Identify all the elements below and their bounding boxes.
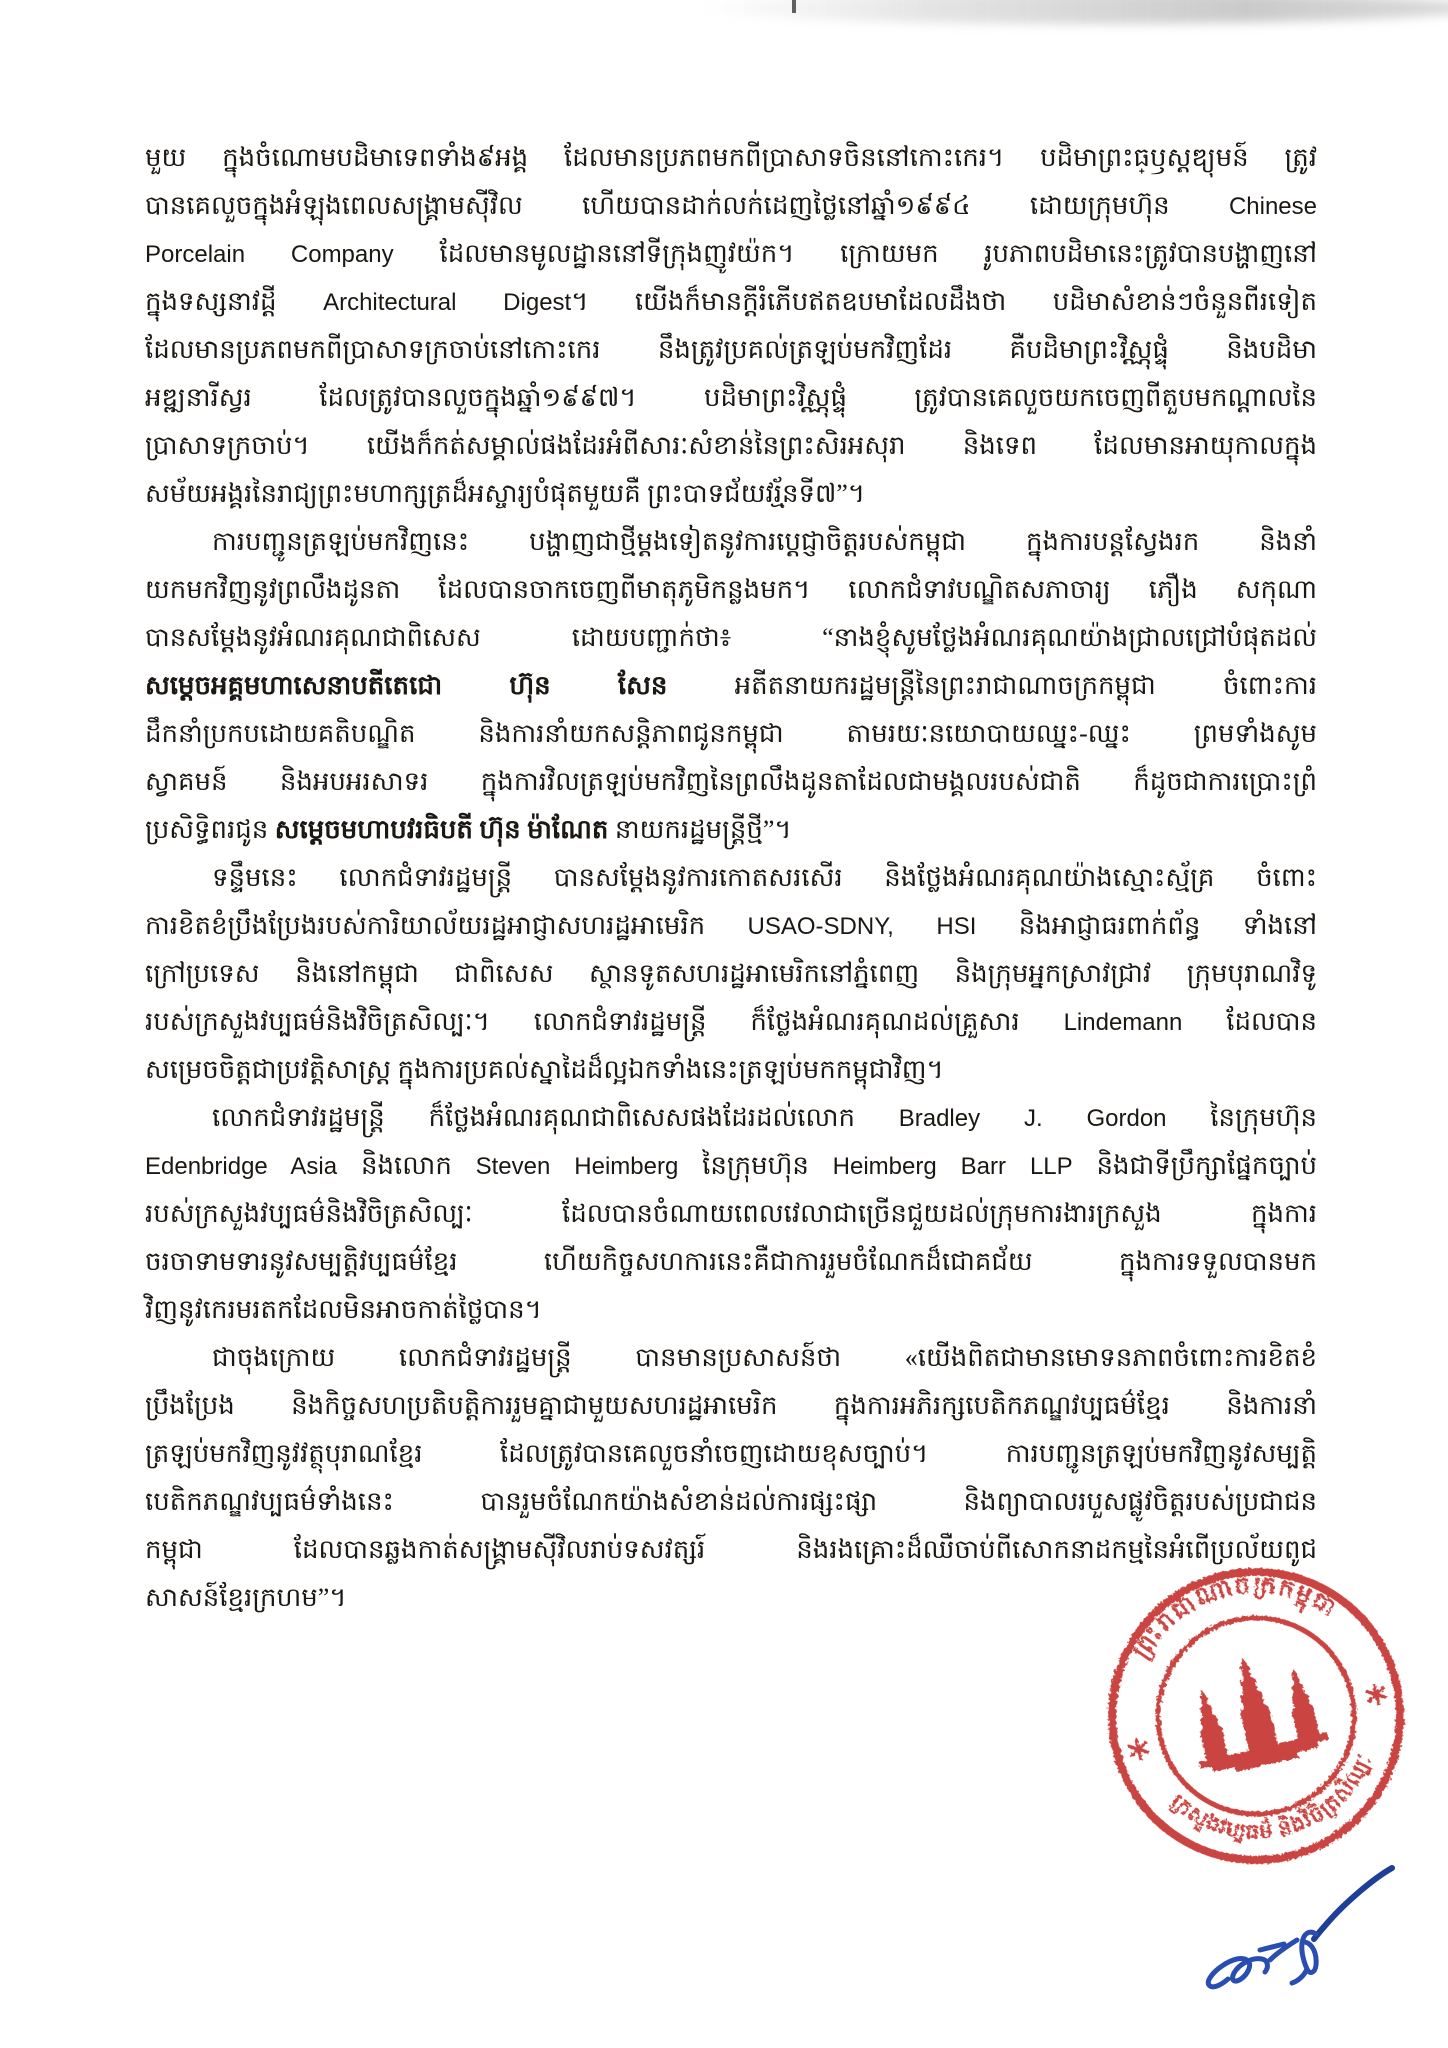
khmer-text-segment: នៃក្រុមហ៊ុន [1166,1103,1317,1132]
latin-text-segment: Bradley J. Gordon [898,1105,1167,1132]
text-line [145,902,1317,950]
khmer-text-segment: ត្រឡប់មកវិញនូវវត្ថុបុរាណខ្មែរ ដែលត្រូវបានគេលួចនាំចេញដោយខុសច្បាប់។ ការបញ្ជូនត្រឡប់មកវិញនូវសម្បត្តិ [145,1439,1317,1468]
khmer-text-segment: ។ យើងក៏មានក្ដីរំភើបឥតឧបមាដែលដឹងថា បដិមាសំខាន់ៗចំនួនពីរទៀត [571,287,1317,316]
text-line [145,1238,1317,1286]
latin-text-segment: Architectural Digest [323,289,572,316]
angkor-wat-emblem [1178,1643,1331,1780]
text-line [145,1430,1317,1478]
khmer-text-segment: មួយ ក្នុងចំណោមបដិមាទេពទាំង៩អង្គ ដែលមានប្រភពមកពីប្រាសាទចិននៅកោះកេរ។ បដិមាព្រះធ្ឫស្តឌ្យុមន៍ ត្រូវ [145,143,1317,172]
khmer-text-segment: ការខិតខំប្រឹងប្រែងរបស់ការិយាល័យរដ្ឋអាជ្ញាសហរដ្ឋអាមេរិក [145,911,748,940]
seal-bottom-text: ក្រសួងវប្បធម៌ និងវិចិត្រសិល្បៈ [1166,1748,1377,1844]
text-line [145,470,1317,518]
khmer-text-segment: បេតិកភណ្ឌវប្បធម៌ទាំងនេះ បានរួមចំណែកយ៉ាងសំខាន់ដល់ការផ្សះផ្សា និងព្យាបាលរបួសផ្លូវចិត្តរបស់ប្រជាជន [145,1487,1317,1516]
khmer-text-segment: ជាចុងក្រោយ លោកជំទាវរដ្ឋមន្ត្រី បានមានប្រសាសន៍ថា «យើងពិតជាមានមោទនភាពចំពោះការខិតខំ [212,1343,1317,1372]
seal-top-text: ព្រះរាជាណាចក្រកម្ពុជា [1128,1572,1342,1664]
text-line [145,662,1317,710]
latin-text-segment: USAO-SDNY, HSI [747,913,977,940]
khmer-text-segment: បានសម្ដែងនូវអំណរគុណជាពិសេស ដោយបញ្ជាក់ថា៖ “នាងខ្ញុំសូមថ្លែងអំណរគុណយ៉ាងជ្រាលជ្រៅបំផុតដល់ [145,623,1317,652]
khmer-text-segment: ការបញ្ជូនត្រឡប់មកវិញនេះ បង្ហាញជាថ្មីម្ដងទៀតនូវការប្ដេជ្ញាចិត្តរបស់កម្ពុជា ក្នុងការបន្តស្វែងរក និងនាំ [212,527,1317,556]
text-line [145,614,1317,662]
khmer-text-segment: សាសន៍ខ្មែរក្រហម”។ [145,1583,347,1612]
text-line [145,998,1317,1046]
text-line [145,1094,1317,1142]
seal-star-right [1364,1682,1388,1708]
khmer-text-segment: ចរចាទាមទារនូវសម្បត្តិវប្បធម៌ខ្មែរ ហើយកិច្ចសហការនេះគឺជាការរួមចំណែកដ៏ជោគជ័យ ក្នុងការទទួលបានមក [145,1247,1317,1276]
text-line [145,1286,1317,1334]
text-line [145,1046,1317,1094]
text-line [145,326,1317,374]
scan-artifact-smudge [700,0,1448,24]
khmer-text-segment: ដែលបាន [1182,1007,1317,1036]
khmer-text-segment: បានគេលួចក្នុងអំឡុងពេលសង្គ្រាមស៊ីវិល ហើយបានដាក់លក់ដេញថ្លៃនៅឆ្នាំ១៩៩៤ ដោយក្រុមហ៊ុន [145,191,1229,220]
bold-khmer-segment: សម្ដេចមហាបវរធិបតី ហ៊ុន ម៉ាណែត [274,815,609,844]
text-line [145,1382,1317,1430]
khmer-text-segment: ដែលមានមូលដ្ឋាននៅទីក្រុងញូវយ៉ក។ ក្រោយមក រូបភាពបដិមានេះត្រូវបានបង្ហាញនៅ [439,239,1317,268]
latin-text-segment: Chinese [1228,193,1317,220]
latin-text-segment: Heimberg Barr LLP [832,1153,1073,1180]
text-line [145,230,1317,278]
signature-stroke-scribble [1208,1940,1297,1987]
text-line [145,1334,1317,1382]
khmer-text-segment: យកមកវិញនូវព្រលឹងដូនតា ដែលបានចាកចេញពីមាតុភូមិកន្លងមក។ លោកជំទាវបណ្ឌិតសភាចារ្យ ភឿង សកុណា [145,575,1317,604]
text-line [145,1142,1317,1190]
text-line [145,1526,1317,1574]
khmer-text-segment: លោកជំទាវរដ្ឋមន្ត្រី ក៏ថ្លែងអំណរគុណជាពិសេសផងដែរដល់លោក [212,1103,899,1132]
text-line [145,806,1317,854]
text-line [145,374,1317,422]
bold-khmer-segment: សម្ដេចអគ្គមហាសេនាបតីតេជោ ហ៊ុន សែន [145,671,735,700]
text-line [145,422,1317,470]
khmer-text-segment: ដែលមានប្រភពមកពីប្រាសាទក្រចាប់នៅកោះកេរ នឹងត្រូវប្រគល់ត្រឡប់មកវិញដែរ គឺបដិមាព្រះវិស្ណុផ្ទុំ និងបដិមា [145,335,1317,364]
text-line [145,182,1317,230]
text-line [145,134,1317,182]
khmer-text-segment: ក្នុងទស្សនាវដ្ដី [145,287,324,316]
text-line [145,1190,1317,1238]
khmer-text-segment: ដឹកនាំប្រកបដោយគតិបណ្ឌិត និងការនាំយកសន្តិភាពជូនកម្ពុជា តាមរយៈនយោបាយឈ្នះ-ឈ្នះ ព្រមទាំងសូម [145,719,1317,748]
handwritten-signature [1140,1838,1410,2013]
signature-stroke-flourish [1314,1868,1392,1939]
khmer-text-segment: ប្រាសាទក្រចាប់។ យើងក៏កត់សម្គាល់ផងដែរអំពីសារៈសំខាន់នៃព្រះសិរអសុរា និងទេព ដែលមានអាយុកាលក្នុង [145,431,1317,460]
khmer-text-segment: ក្រៅប្រទេស និងនៅកម្ពុជា ជាពិសេស ស្ថានទូតសហរដ្ឋអាមេរិកនៅភ្នំពេញ និងក្រុមអ្នកស្រាវជ្រាវ ក្រុមបុរាណវិទូ [145,959,1317,988]
khmer-text-segment: និងជាទីប្រឹក្សាផ្នែកច្បាប់ [1072,1151,1317,1180]
khmer-text-segment: ប្រឹងប្រែង និងកិច្ចសហប្រតិបត្តិការរួមគ្នាជាមួយសហរដ្ឋអាមេរិក ក្នុងការអភិរក្សបេតិកភណ្ឌវប្បធម៌ខ្មែរ និងការនាំ [145,1391,1317,1420]
text-line [145,854,1317,902]
text-line [145,566,1317,614]
text-line [145,950,1317,998]
latin-text-segment: Porcelain Company [145,241,440,268]
text-line [145,710,1317,758]
khmer-text-segment: សម្រេចចិត្តជាប្រវត្តិសាស្ត្រ ក្នុងការប្រគល់ស្នាដៃដ៏ល្អឯកទាំងនេះត្រឡប់មកកម្ពុជាវិញ។ [145,1055,944,1084]
seal-star-left [1127,1736,1151,1762]
khmer-text-segment: ស្វាគមន៍ និងអបអរសាទរ ក្នុងការវិលត្រឡប់មកវិញនៃព្រលឹងដូនតាដែលជាមង្គលរបស់ជាតិ ក៏ដូចជាការប្រោះព្រំ [145,767,1317,796]
latin-text-segment: Steven Heimberg [475,1153,679,1180]
text-line [145,758,1317,806]
khmer-text-segment: វិញនូវកេរមរតកដែលមិនអាចកាត់ថ្លៃបាន។ [145,1295,542,1324]
scan-artifact-tick [792,0,796,13]
khmer-text-segment: របស់ក្រសួងវប្បធម៌និងវិចិត្រសិល្បៈ។ លោកជំទាវរដ្ឋមន្ត្រី ក៏ថ្លែងអំណរគុណដល់គ្រួសារ [145,1007,1064,1036]
text-line [145,518,1317,566]
latin-text-segment: Edenbridge Asia [145,1153,362,1180]
latin-text-segment: Lindemann [1063,1009,1183,1036]
khmer-text-segment: និងលោក [361,1151,476,1180]
khmer-text-segment: និងអាជ្ញាធរពាក់ព័ន្ធ ទាំងនៅ [976,911,1317,940]
khmer-text-segment: របស់ក្រសួងវប្បធម៌និងវិចិត្រសិល្បៈ ដែលបានចំណាយពេលវេលាជាច្រើនជួយដល់ក្រុមការងារក្រសួង ក្នុងការ [145,1199,1317,1228]
khmer-text-segment: កម្ពុជា ដែលបានឆ្លងកាត់សង្គ្រាមស៊ីវិលរាប់ទសវត្សរ៍ និងរងគ្រោះដ៏ឈឺចាប់ពីសោកនាដកម្មនៃអំពើប្រល័យពូជ [145,1535,1317,1564]
khmer-text-segment: នាយករដ្ឋមន្ត្រីថ្មី”។ [608,815,792,844]
khmer-text-segment: អតីតនាយករដ្ឋមន្ត្រីនៃព្រះរាជាណាចក្រកម្ពុជា ចំពោះការ [734,671,1317,700]
khmer-text-segment: ទន្ទឹមនេះ លោកជំទាវរដ្ឋមន្ត្រី បានសម្ដែងនូវការកោតសរសើរ និងថ្លែងអំណរគុណយ៉ាងស្មោះស្ម័គ្រ ចំពោះ [212,863,1317,892]
text-line [145,1478,1317,1526]
khmer-text-segment: ប្រសិទ្ធិពរជូន [145,815,275,844]
khmer-text-segment: អឌ្ឍនារីស្វរ ដែលត្រូវបានលួចក្នុងឆ្នាំ១៩៩៧។ បដិមាព្រះវិស្ណុផ្ទុំ ត្រូវបានគេលួចយកចេញពីតួបមកណ្ដាលនៃ [145,383,1317,412]
khmer-text-segment: នៃក្រុមហ៊ុន [678,1151,833,1180]
khmer-text-segment: សម័យអង្គរនៃរាជ្យព្រះមហាក្សត្រដ៏អស្ចារ្យបំផុតមួយគឺ ព្រះបាទជ័យវរ្ម័នទី៧”។ [145,479,865,508]
text-line [145,278,1317,326]
document-body [145,134,1317,1622]
